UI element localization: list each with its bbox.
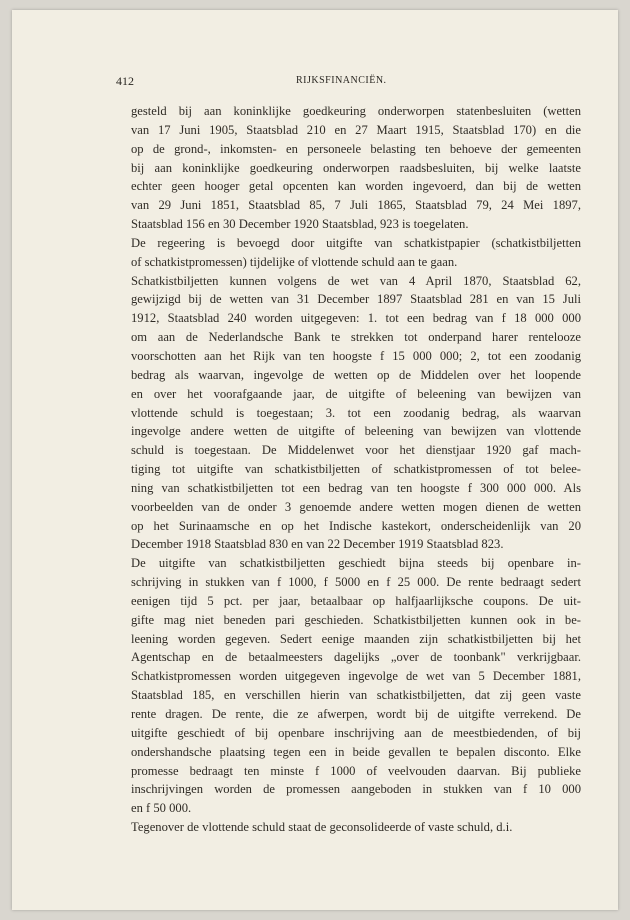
text-line: schuld is toegestaan. De Middelenwet voor het dienstjaar 1920 gaf mach- <box>131 443 581 458</box>
text-line: van 17 Juni 1905, Staatsblad 210 en 27 Maart 1915, Staatsblad 170) en die <box>131 122 581 137</box>
text-line: bedrag als waarvan, ingevolge de wetten op de Middelen over het loopende <box>131 367 581 382</box>
text-line: Staatsblad 156 en 30 December 1920 Staatsblad, 923 is toegelaten. <box>131 217 469 232</box>
running-title: RIJKSFINANCIËN. <box>296 75 387 86</box>
text-line: promesse bedraagt ten minste f 1000 of veelvouden daarvan. Bij publieke <box>131 763 581 778</box>
text-line: inschrijvingen worden de promessen aangeboden in stukken van f 10 000 <box>131 782 581 797</box>
text-line: tiging tot uitgifte van schatkistbiljetten of schatkistpromessen of tot belee- <box>131 462 581 477</box>
text-line: Schatkistpromessen worden uitgegeven ingevolge de wet van 5 December 1881, <box>131 669 581 684</box>
text-line: gifte mag niet beneden pari geschieden. Schatkistbiljetten kunnen ook in be- <box>131 612 581 627</box>
text-line: op het Surinaamsche en op het Indische kastekort, onderscheidenlijk van 20 <box>131 518 581 533</box>
text-line: 1912, Staatsblad 240 worden uitgegeven: 1. tot een bedrag van f 18 000 000 <box>131 311 581 326</box>
text-line: eenigen tijd 5 pct. per jaar, betaalbaar op halfjaarlijksche coupons. De uit- <box>131 593 581 608</box>
text-line: vlottende schuld is toegestaan; 3. tot een zoodanig bedrag, als waarvan <box>131 405 581 420</box>
text-line: rente dragen. De rente, die ze afwerpen, wordt bij de uitgifte verrekend. De <box>131 707 581 721</box>
text-line: Agentschap en de betaalmeesters dagelijks „over de toonbank" verkrijgbaar. <box>131 650 581 665</box>
body-text <box>131 102 581 837</box>
text-line: om aan de Nederlandsche Bank te strekken tot onderpand harer rentelooze <box>131 330 581 345</box>
text-line: bij aan koninklijke goedkeuring onderworpen raadsbesluiten, bij welke laatste <box>131 160 581 175</box>
text-line: op de grond-, inkomsten- en personeele belasting ten behoeve der gemeenten <box>131 141 581 156</box>
text-line: Staatsblad 185, en verschillen hierin van schatkistbiljetten, dat zij geen vaste <box>131 688 581 703</box>
text-line: ingevolge andere wetten de uitgifte of beleening van bewijzen van vlottende <box>131 424 581 439</box>
text-line: gewijzigd bij de wetten van 31 December 1897 Staatsblad 281 en van 15 Juli <box>131 292 581 307</box>
document-page <box>12 10 618 910</box>
text-line: Tegenover de vlottende schuld staat de geconsolideerde of vaste schuld, d.i. <box>131 820 513 835</box>
text-line: echter geen hooger getal opcenten kan worden ingevoerd, dan bij de wetten <box>131 179 581 194</box>
text-line: en over het voorafgaande jaar, de uitgifte of beleening van bewijzen van <box>131 386 581 401</box>
text-line: ondershandsche plaatsing tegen een in beide gevallen te bepalen disconto. Elke <box>131 744 581 759</box>
text-line: December 1918 Staatsblad 830 en van 22 December 1919 Staatsblad 823. <box>131 537 504 552</box>
page-header <box>116 74 586 94</box>
text-line: voorbeelden van de onder 3 genoemde andere wetten mogen dienen de wetten <box>131 499 581 514</box>
text-line: en f 50 000. <box>131 801 192 816</box>
text-line: schrijving in stukken van f 1000, f 5000 en f 25 000. De rente bedraagt sedert <box>131 575 581 590</box>
text-line: uitgifte geschiedt of bij openbare inschrijving aan de meestbiedenden, of bij <box>131 725 581 740</box>
text-line: leening worden gegeven. Sedert eenige maanden zijn schatkistbiljetten bij het <box>131 631 581 646</box>
text-line: van 29 Juni 1851, Staatsblad 85, 7 Juli 1865, Staatsblad 79, 24 Mei 1897, <box>131 198 581 213</box>
text-line: De uitgifte van schatkistbiljetten geschiedt bijna steeds bij openbare in- <box>131 556 581 571</box>
text-line: gesteld bij aan koninklijke goedkeuring onderworpen statenbesluiten (wetten <box>131 104 581 118</box>
text-line: Schatkistbiljetten kunnen volgens de wet van 4 April 1870, Staatsblad 62, <box>131 273 581 288</box>
text-line: De regeering is bevoegd door uitgifte van schatkistpapier (schatkistbiljetten <box>131 235 581 250</box>
page-number: 412 <box>116 74 134 88</box>
text-line: voorschotten aan het Rijk van ten hoogste f 15 000 000; 2, tot een zoodanig <box>131 348 581 363</box>
text-line: ning van schatkistbiljetten tot een bedrag van ten hoogste f 300 000 000. Als <box>131 480 581 495</box>
text-line: of schatkistpromessen) tijdelijke of vlottende schuld aan te gaan. <box>131 254 458 269</box>
